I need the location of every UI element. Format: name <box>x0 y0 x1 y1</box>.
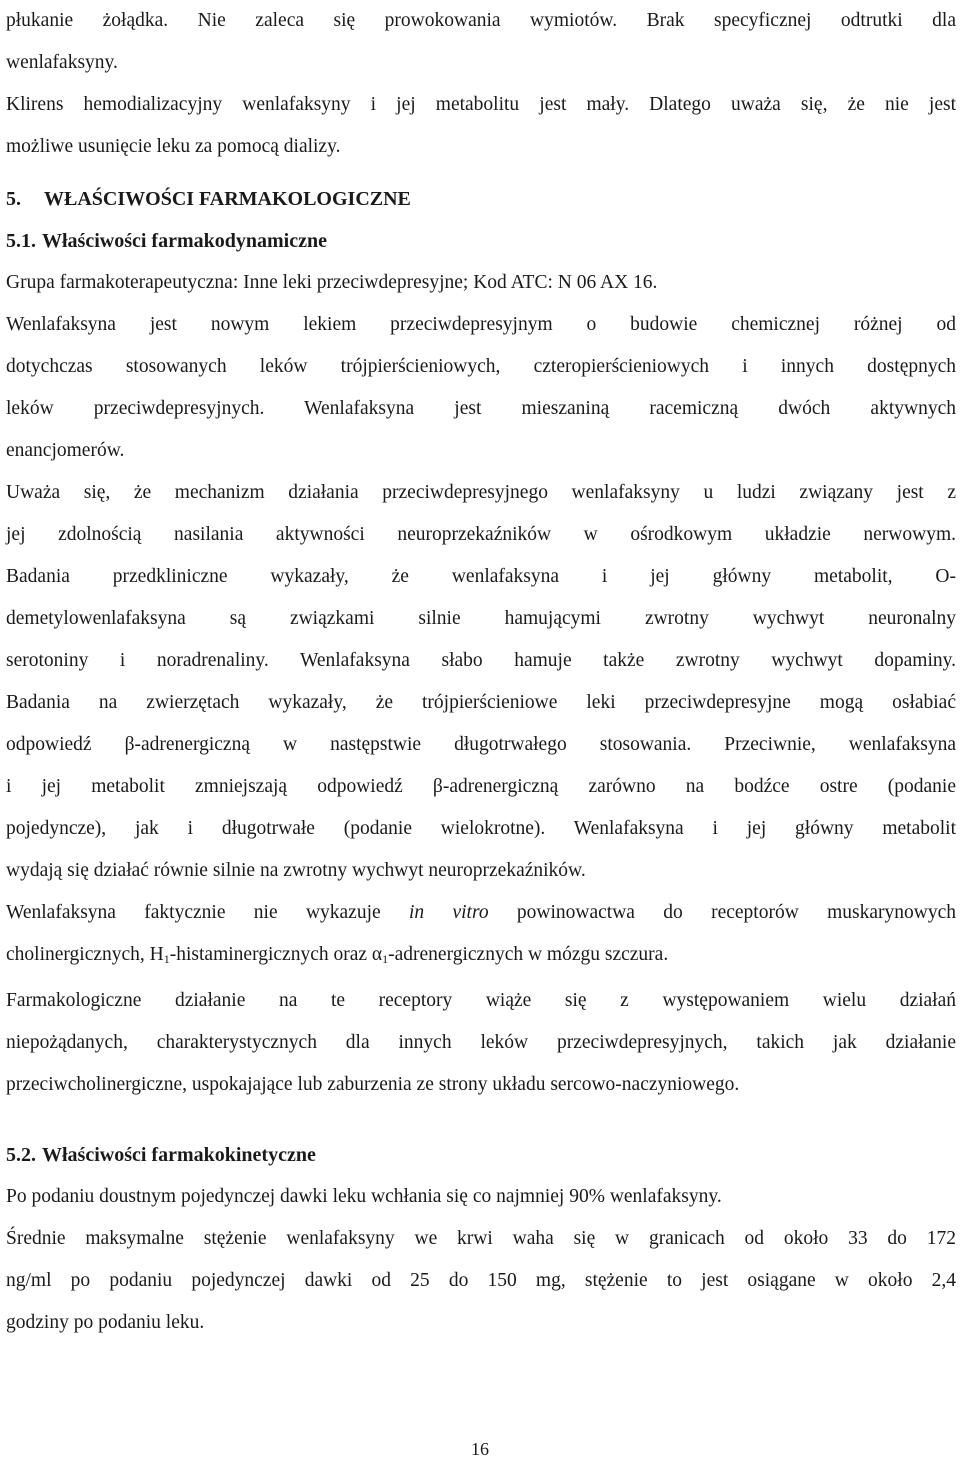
text-run: cholinergicznych, H <box>6 944 164 965</box>
text-line: możliwe usunięcie leku za pomocą dializy. <box>6 136 341 157</box>
text-line: jej zdolnością nasilania aktywności neuroprzekaźników w ośrodkowym układzie nerwowym. <box>6 524 956 545</box>
text-run: Wenlafaksyna faktycznie nie wykazuje <box>6 902 409 923</box>
section-5-1-title: Właściwości farmakodynamiczne <box>42 230 327 252</box>
text-line: Farmakologiczne działanie na te receptory wiąże się z występowaniem wielu działań <box>6 990 956 1011</box>
text-line: demetylowenlafaksyna są związkami silnie hamującymi zwrotny wychwyt neuronalny <box>6 608 956 629</box>
pharmacokinetics-paragraph-2 <box>6 1218 956 1344</box>
text-line: Wenlafaksyna jest nowym lekiem przeciwdepresyjnym o budowie chemicznej różnej od <box>6 314 956 335</box>
text-line: Po podaniu doustnym pojedynczej dawki leku wchłania się co najmniej 90% wenlafaksyny. <box>6 1186 722 1207</box>
text-line: Badania przedkliniczne wykazały, że wenlafaksyna i jej główny metabolit, O- <box>6 566 956 587</box>
text-line: płukanie żołądka. Nie zaleca się prowokowania wymiotów. Brak specyficznej odtrutki dla <box>6 10 956 31</box>
text-run: -adrenergicznych w mózgu szczura. <box>388 944 669 965</box>
pharmacodynamics-paragraph-1 <box>6 304 956 472</box>
pharmacodynamics-paragraph-4 <box>6 980 956 1106</box>
text-line: pojedyncze), jak i długotrwałe (podanie wielokrotne). Wenlafaksyna i jej główny metabolit <box>6 818 956 839</box>
text-line: Klirens hemodializacyjny wenlafaksyny i jej metabolitu jest mały. Dlatego uważa się, że nie jest <box>6 94 956 115</box>
text-line: przeciwcholinergiczne, uspokajające lub zaburzenia ze strony układu sercowo-naczyniowego. <box>6 1074 740 1095</box>
section-5-title: WŁAŚCIWOŚCI FARMAKOLOGICZNE <box>44 188 411 210</box>
text-line: dotychczas stosowanych leków trójpierścieniowych, czteropierścieniowych i innych dostępnych <box>6 356 956 377</box>
text-line: Badania na zwierzętach wykazały, że trójpierścieniowe leki przeciwdepresyjne mogą osłabiać <box>6 692 956 713</box>
pharmacodynamics-paragraph-3 <box>6 892 956 980</box>
section-5-heading <box>6 178 956 220</box>
text-run: -histaminergicznych oraz α <box>169 944 383 965</box>
subscript: 1 <box>163 952 170 966</box>
text-run: powinowactwa do receptorów muskarynowych <box>488 902 956 923</box>
section-5-1-number: 5.1. <box>6 230 36 252</box>
page-number: 16 <box>471 1439 489 1459</box>
text-line <box>6 892 956 934</box>
section-5-2-number: 5.2. <box>6 1144 36 1166</box>
text-line: niepożądanych, charakterystycznych dla innych leków przeciwdepresyjnych, takich jak działanie <box>6 1032 956 1053</box>
pharmacodynamics-paragraph-2 <box>6 472 956 892</box>
text-line: ng/ml po podaniu pojedynczej dawki od 25 do 150 mg, stężenie to jest osiągane w około 2,4 <box>6 1270 956 1291</box>
text-line: godziny po podaniu leku. <box>6 1312 205 1333</box>
text-line: Uważa się, że mechanizm działania przeciwdepresyjnego wenlafaksyny u ludzi związany jest z <box>6 482 956 503</box>
clearance-paragraph <box>6 84 956 168</box>
overdose-paragraph <box>6 0 956 84</box>
atc-group-line <box>6 262 956 304</box>
section-5-2-title: Właściwości farmakokinetyczne <box>42 1144 316 1166</box>
section-5-number: 5. <box>6 188 21 210</box>
text-line: Grupa farmakoterapeutyczna: Inne leki przeciwdepresyjne; Kod ATC: N 06 AX 16. <box>6 272 658 293</box>
text-line: i jej metabolit zmniejszają odpowiedź β-adrenergiczną zarówno na bodźce ostre (podanie <box>6 776 956 797</box>
text-line: Średnie maksymalne stężenie wenlafaksyny we krwi waha się w granicach od około 33 do 172 <box>6 1228 956 1249</box>
text-line: serotoniny i noradrenaliny. Wenlafaksyna słabo hamuje także zwrotny wychwyt dopaminy. <box>6 650 956 671</box>
text-line <box>6 934 956 980</box>
text-line: wydają się działać równie silnie na zwrotny wychwyt neuroprzekaźników. <box>6 860 586 881</box>
text-line: enancjomerów. <box>6 440 125 461</box>
text-line: leków przeciwdepresyjnych. Wenlafaksyna jest mieszaniną racemiczną dwóch aktywnych <box>6 398 956 419</box>
document-page <box>6 0 956 1344</box>
subscript: 1 <box>382 952 389 966</box>
text-line: odpowiedź β-adrenergiczną w następstwie długotrwałego stosowania. Przeciwnie, wenlafaksyna <box>6 734 956 755</box>
section-5-1-heading <box>6 220 956 262</box>
section-5-2-heading <box>6 1134 956 1176</box>
in-vitro-italic: in vitro <box>408 902 489 923</box>
text-line: wenlafaksyny. <box>6 52 118 73</box>
pharmacokinetics-paragraph-1 <box>6 1176 956 1218</box>
